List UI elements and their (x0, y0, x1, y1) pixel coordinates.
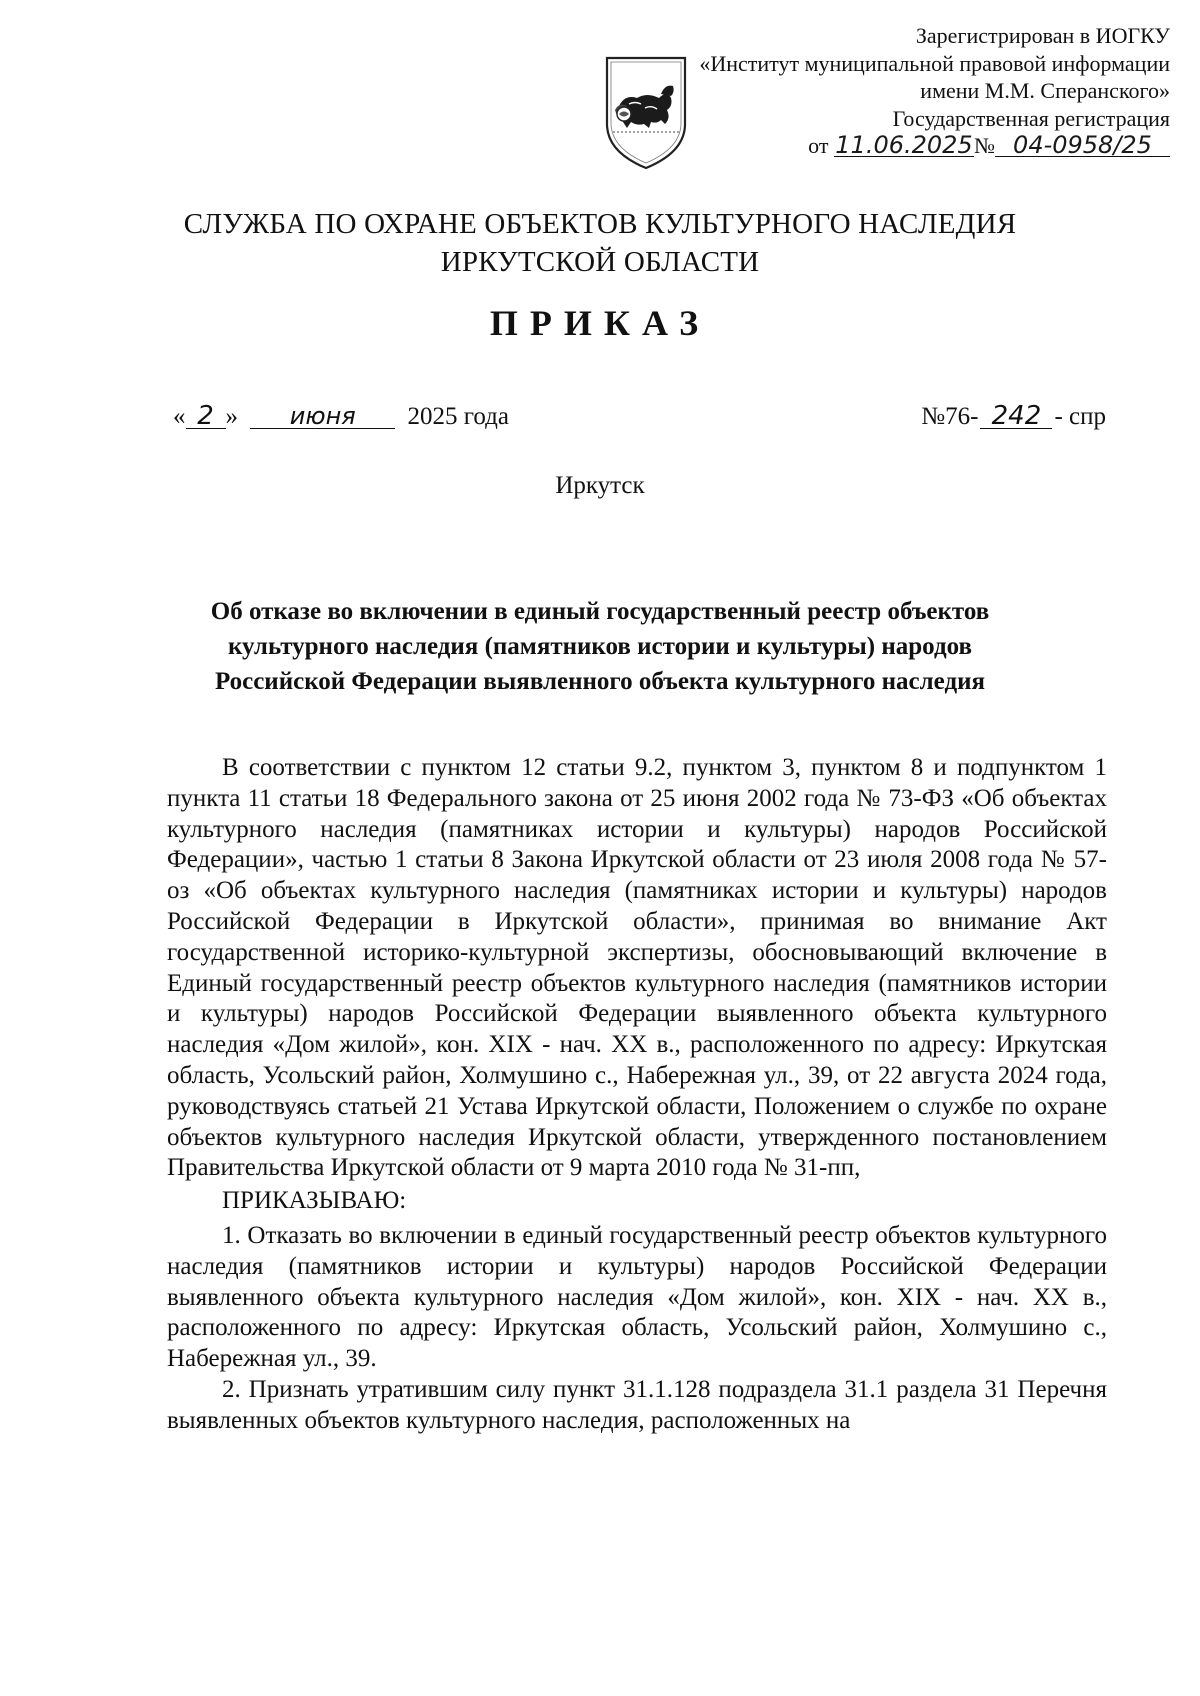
registration-from-prefix: от (808, 133, 829, 158)
order-number (921, 403, 1106, 431)
order-date-year: 2025 года (407, 403, 509, 430)
registration-stamp (610, 22, 1170, 160)
order-number-prefix: №76- (921, 403, 979, 430)
agency-name-line-1: СЛУЖБА ПО ОХРАНЕ ОБЪЕКТОВ КУЛЬТУРНОГО НАСЛЕДИЯ (183, 208, 1017, 240)
order-preamble: В соответствии с пунктом 12 статьи 9.2, пунктом 3, пунктом 8 и подпунктом 1 пункта 11 статьи 18 Федерального закона от 25 июня 2002 года № 73-ФЗ «Об объектах культурного наследия (памятниках истории и культуры) народов Российской Федерации», частью 1 статьи 8 Закона Иркутской области от 23 июля 2008 года № 57-оз «Об объектах культурного наследия (памятниках истории и культуры) народов Российской Федерации в Иркутской области», принимая во внимание Акт государственной историко-культурной экспертизы, обосновывающий включение в Единый государственный реестр объектов культурного наследия (памятников истории и культуры) народов Российской Федерации выявленного объекта культурного наследия «Дом жилой», кон. XIX - нач. XX в., расположенного по адресу: Иркутская область, Усольский район, Холмушино с., Набережная ул., 39, от 22 августа 2024 года, руководствуясь статьей 21 Устава Иркутской области, Положением о службе по охране объектов культурного наследия Иркутской области, утвержденного постановлением Правительства Иркутской области от 9 марта 2010 года № 31-пп, (167, 754, 1107, 1182)
order-body (167, 753, 1107, 1437)
order-subject-line-3: Российской Федерации выявленного объекта культурного наследия (214, 668, 986, 695)
order-date (173, 403, 509, 431)
order-date-day: 2 (186, 404, 226, 429)
registration-line-4: Государственная регистрация (892, 105, 1170, 131)
registration-number: 04-0958/25 (995, 134, 1170, 157)
order-item-1: 1. Отказать во включении в единый государственный реестр объектов культурного наследия (памятников истории и культуры) народов Российской Федерации выявленного объекта культурного наследия «Дом жилой», кон. XIX - нач. XX в., расположенного по адресу: Иркутская область, Усольский район, Холмушино с., Набережная ул., 39. (167, 1221, 1108, 1373)
registration-line-1: Зарегистрирован в ИОГКУ (915, 23, 1170, 48)
registration-line-3: имени М.М. Сперанского» (920, 78, 1170, 103)
order-item-2: 2. Признать утратившим силу пункт 31.1.128 подраздела 31.1 раздела 31 Перечня выявленных объектов культурного наследия, расположенных на (167, 1375, 1107, 1434)
order-subject-line-2: культурного наследия (памятников истории и культуры) народов (227, 633, 972, 660)
order-date-month: июня (250, 404, 395, 429)
document-type-title: ПРИКАЗ (489, 303, 711, 343)
city: Иркутск (555, 472, 645, 499)
agency-name-line-2: ИРКУТСКОЙ ОБЛАСТИ (440, 246, 760, 278)
registration-date: 11.06.2025 (835, 131, 973, 159)
order-directive-word: ПРИКАЗЫВАЮ: (222, 1187, 407, 1215)
order-subject-line-1: Об отказе во включении в единый государственный реестр объектов (210, 598, 990, 625)
order-number-suffix: - спр (1054, 403, 1106, 430)
registration-number-prefix: № (974, 133, 995, 158)
agency-name (0, 205, 1200, 281)
registration-line-2: «Институт муниципальной правовой информации (699, 50, 1170, 76)
order-date-close-quote: » (225, 403, 238, 430)
order-number-value: 242 (980, 404, 1052, 429)
order-date-open-quote: « (173, 403, 186, 430)
order-subject (150, 594, 1050, 699)
registration-line-5 (610, 132, 1170, 160)
